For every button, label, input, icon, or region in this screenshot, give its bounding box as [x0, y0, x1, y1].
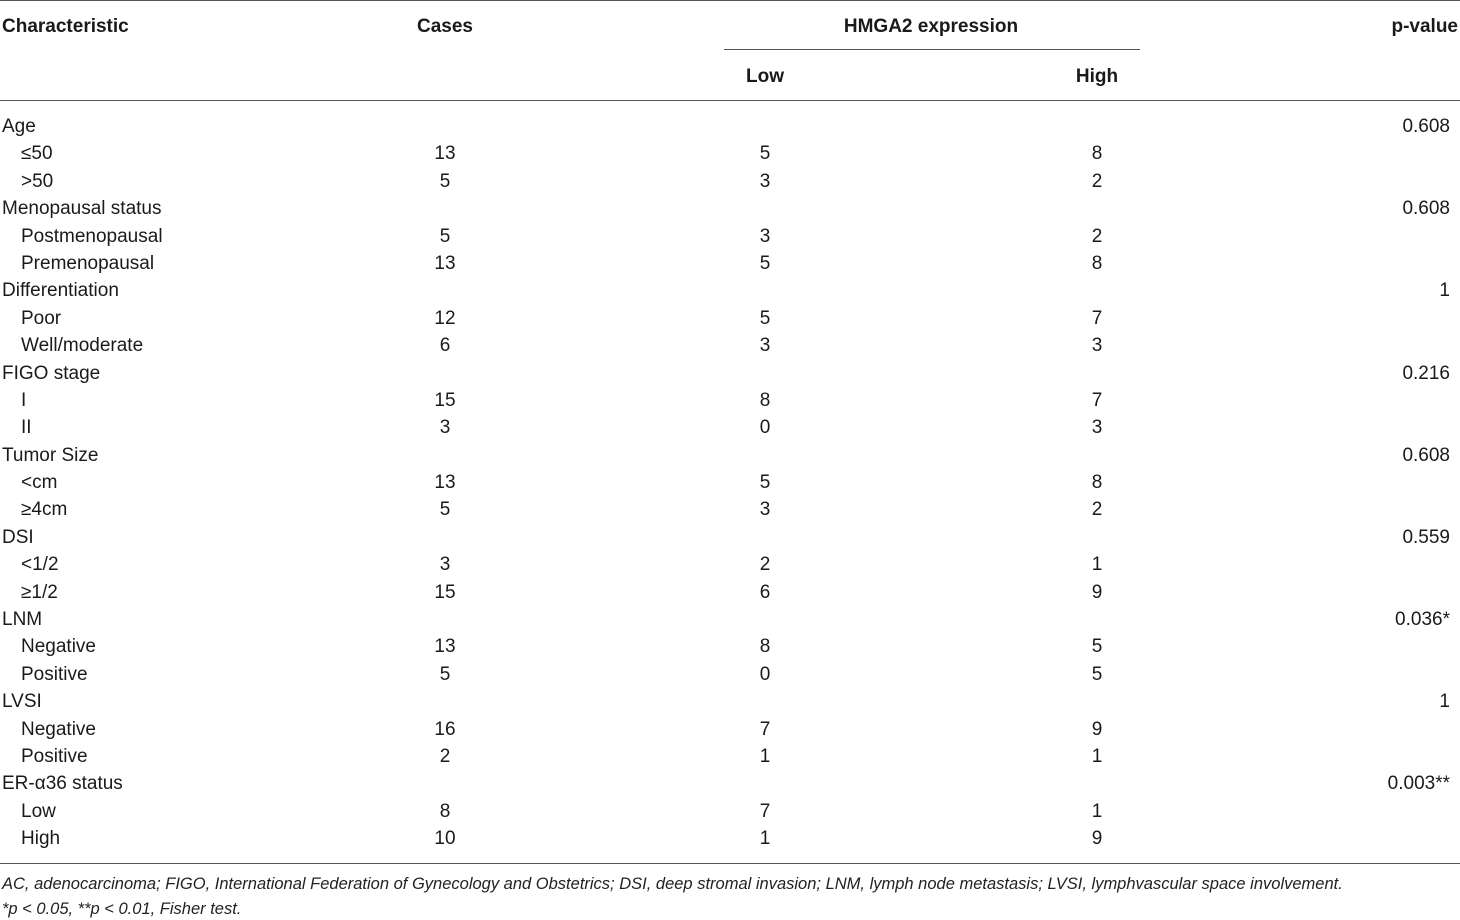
cases-cell: 10	[434, 828, 456, 850]
table-group-row	[0, 113, 1460, 140]
table-group-row	[0, 688, 1460, 715]
table-row	[0, 743, 1460, 770]
high-cell: 2	[1091, 225, 1103, 247]
table-group-row	[0, 360, 1460, 387]
low-cell: 1	[759, 828, 771, 850]
table-row	[0, 716, 1460, 743]
cases-cell: 13	[434, 252, 456, 274]
group-label: ER-α36 status	[2, 773, 123, 795]
high-cell: 2	[1091, 499, 1103, 521]
high-cell: 9	[1091, 718, 1103, 740]
header-cases: Cases	[417, 16, 473, 37]
p-value-cell: 1	[1439, 280, 1450, 302]
low-cell: 5	[759, 472, 771, 494]
row-label: High	[21, 828, 61, 850]
p-value-cell: 0.608	[1402, 116, 1450, 137]
table-row	[0, 825, 1460, 852]
high-cell: 8	[1091, 143, 1103, 165]
high-cell: 9	[1091, 581, 1103, 603]
table-row	[0, 579, 1460, 606]
cases-cell: 3	[439, 554, 451, 576]
cases-cell: 5	[439, 499, 451, 521]
high-cell: 1	[1091, 800, 1103, 822]
high-cell: 2	[1091, 170, 1103, 192]
low-cell: 8	[759, 389, 771, 411]
low-cell: 8	[759, 636, 771, 658]
group-label: Menopausal status	[2, 198, 162, 220]
high-cell: 9	[1091, 828, 1103, 850]
row-label: Positive	[21, 663, 88, 685]
cases-cell: 15	[434, 581, 456, 603]
low-cell: 5	[759, 307, 771, 329]
row-label: Poor	[21, 307, 62, 329]
row-label: <cm	[21, 472, 58, 494]
group-label: LNM	[2, 609, 43, 631]
p-value-cell: 0.608	[1402, 198, 1450, 220]
table-group-row	[0, 524, 1460, 551]
table-row	[0, 551, 1460, 578]
p-value-cell: 0.559	[1402, 526, 1450, 548]
row-label: II	[21, 417, 32, 439]
low-cell: 6	[759, 581, 771, 603]
row-label: Positive	[21, 745, 88, 767]
footnote-significance: *p < 0.05, **p < 0.01, Fisher test.	[2, 900, 242, 918]
group-label: Differentiation	[2, 280, 119, 302]
cases-cell: 16	[434, 718, 456, 740]
row-label: >50	[21, 170, 54, 192]
group-label: FIGO stage	[2, 362, 101, 384]
low-cell: 5	[759, 143, 771, 165]
table-row	[0, 223, 1460, 250]
p-value-cell: 0.036*	[1395, 609, 1450, 631]
cases-cell: 6	[439, 335, 451, 357]
table-row	[0, 332, 1460, 359]
row-label: I	[21, 389, 27, 411]
cases-cell: 2	[439, 745, 451, 767]
high-cell: 1	[1091, 554, 1103, 576]
header-characteristic: Characteristic	[2, 16, 129, 37]
high-cell: 5	[1091, 636, 1103, 658]
low-cell: 3	[759, 225, 771, 247]
high-cell: 7	[1091, 307, 1103, 329]
group-label: Age	[2, 116, 36, 137]
row-label: Negative	[21, 718, 96, 740]
table-row	[0, 387, 1460, 414]
table-row	[0, 661, 1460, 688]
cases-cell: 12	[434, 307, 456, 329]
table-row	[0, 305, 1460, 332]
row-label: Premenopausal	[21, 252, 155, 274]
table-group-row	[0, 442, 1460, 469]
row-label: Low	[21, 800, 56, 822]
cases-cell: 8	[439, 800, 451, 822]
table-row	[0, 496, 1460, 523]
low-cell: 5	[759, 252, 771, 274]
table-row	[0, 140, 1460, 167]
group-label: Tumor Size	[2, 444, 99, 466]
row-label: <1/2	[21, 554, 59, 576]
low-cell: 3	[759, 335, 771, 357]
table-row	[0, 798, 1460, 825]
footnote-abbreviations: AC, adenocarcinoma; FIGO, International Federation of Gynecology and Obstetrics; DSI, deep stromal invasion; LNM, lymph node metastasis; LVSI, lymphvascular space involvement.	[2, 875, 1343, 893]
row-label: ≥1/2	[21, 581, 58, 603]
low-cell: 0	[759, 417, 771, 439]
cases-cell: 15	[434, 389, 456, 411]
row-label: Well/moderate	[21, 335, 144, 357]
table-top-rule	[0, 0, 1460, 1]
header-high: High	[1075, 66, 1119, 87]
group-label: LVSI	[2, 691, 42, 713]
table-group-row	[0, 770, 1460, 797]
header-p-value: p-value	[1391, 16, 1458, 37]
table-group-row	[0, 195, 1460, 222]
high-cell: 3	[1091, 335, 1103, 357]
table-header-rule	[0, 100, 1460, 101]
high-cell: 3	[1091, 417, 1103, 439]
header-low: Low	[746, 66, 784, 87]
cases-cell: 3	[439, 417, 451, 439]
low-cell: 2	[759, 554, 771, 576]
group-label: DSI	[2, 526, 34, 548]
row-label: ≥4cm	[21, 499, 68, 521]
high-cell: 7	[1091, 389, 1103, 411]
table-row	[0, 168, 1460, 195]
cases-cell: 13	[434, 636, 456, 658]
low-cell: 7	[759, 718, 771, 740]
low-cell: 1	[759, 745, 771, 767]
table-row	[0, 250, 1460, 277]
cases-cell: 5	[439, 170, 451, 192]
header-span-rule	[724, 49, 1140, 50]
table-row	[0, 469, 1460, 496]
table-group-row	[0, 277, 1460, 304]
p-value-cell: 1	[1439, 691, 1450, 713]
table-bottom-rule	[0, 863, 1460, 864]
p-value-cell: 0.216	[1402, 362, 1450, 384]
row-label: ≤50	[21, 143, 53, 165]
low-cell: 3	[759, 499, 771, 521]
cases-cell: 5	[439, 663, 451, 685]
high-cell: 8	[1091, 472, 1103, 494]
table-row	[0, 414, 1460, 441]
p-value-cell: 0.003**	[1387, 773, 1450, 795]
table-body	[0, 113, 1460, 853]
low-cell: 7	[759, 800, 771, 822]
row-label: Negative	[21, 636, 96, 658]
row-label: Postmenopausal	[21, 225, 163, 247]
high-cell: 1	[1091, 745, 1103, 767]
cases-cell: 13	[434, 143, 456, 165]
high-cell: 5	[1091, 663, 1103, 685]
high-cell: 8	[1091, 252, 1103, 274]
table-row	[0, 633, 1460, 660]
header-hmga2-expression: HMGA2 expression	[843, 16, 1019, 37]
low-cell: 3	[759, 170, 771, 192]
p-value-cell: 0.608	[1402, 444, 1450, 466]
low-cell: 0	[759, 663, 771, 685]
cases-cell: 13	[434, 472, 456, 494]
cases-cell: 5	[439, 225, 451, 247]
table-group-row	[0, 606, 1460, 633]
